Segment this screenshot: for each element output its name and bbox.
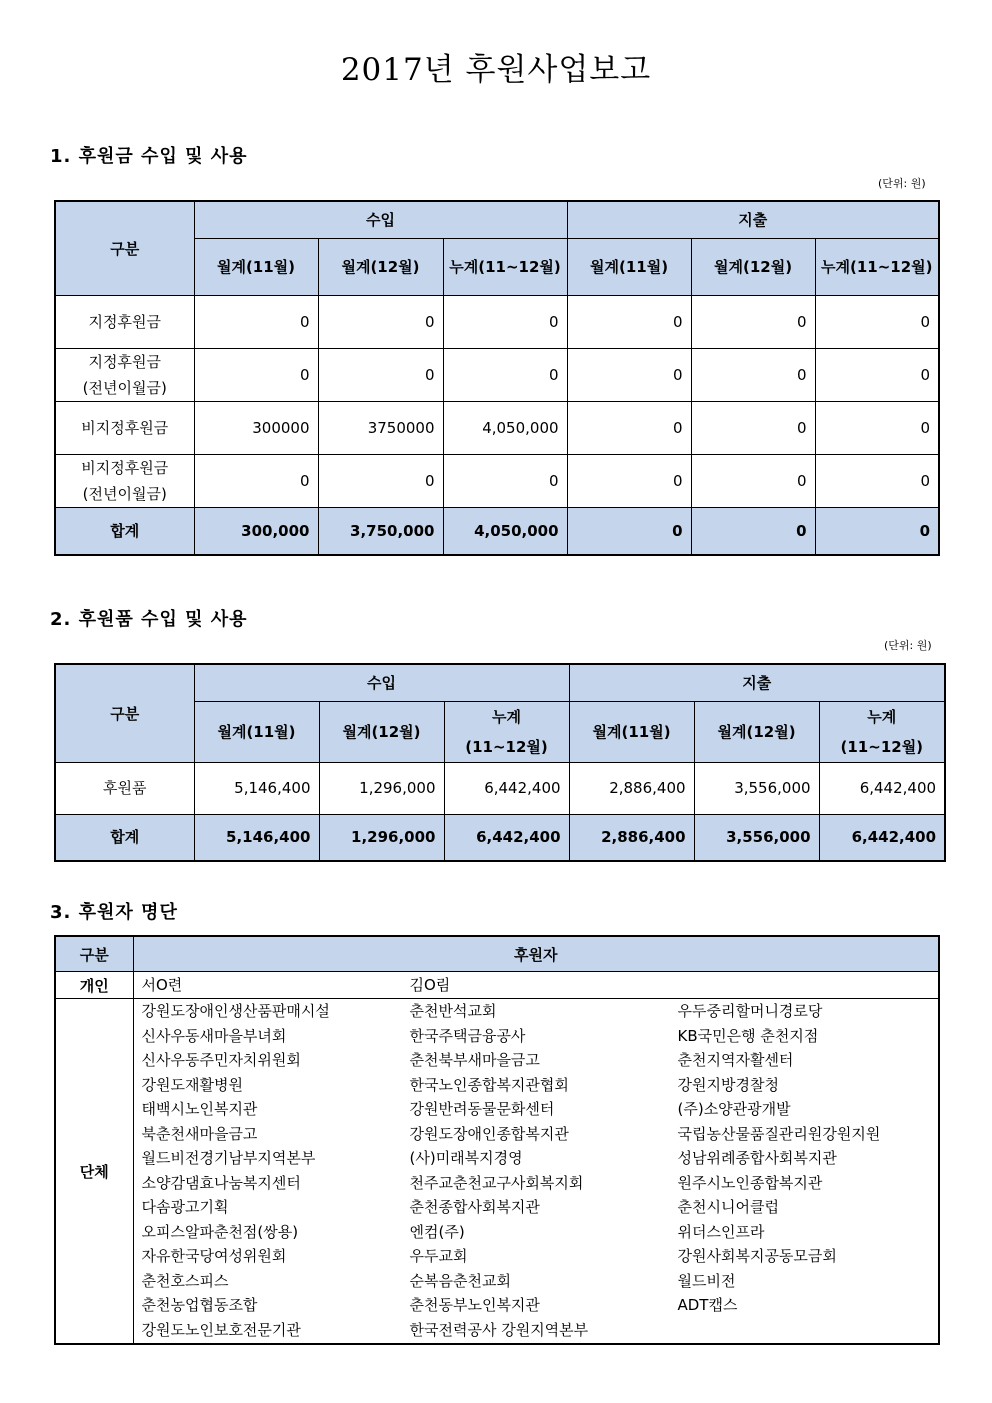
cell: 0 [567, 348, 691, 401]
cell: 300000 [194, 401, 318, 454]
group-column-3 [678, 999, 881, 1318]
table-row [55, 762, 945, 814]
cell: 0 [567, 454, 691, 507]
cell: 0 [815, 295, 939, 348]
total-label: 합계 [55, 814, 194, 861]
header-line1: 누계 [492, 707, 521, 726]
list-item: 원주시노인종합복지관 [677, 1173, 823, 1192]
list-item: 춘천지역자활센터 [677, 1051, 794, 1069]
header-income-nov: 월계(11월) [194, 238, 318, 295]
header-line2: (11~12월) [465, 737, 548, 756]
cell: 0 [691, 401, 815, 454]
header-category: 구분 [55, 936, 133, 972]
total-row [55, 507, 939, 555]
row-label-line1: 비지정후원금 [81, 418, 169, 437]
row-label-line2: (전년이월금) [82, 378, 167, 397]
header-expense: 지출 [567, 201, 939, 238]
row-label-line1: 지정후원금 [88, 312, 161, 331]
cell: 0 [443, 295, 567, 348]
total-cell: 300,000 [194, 507, 318, 555]
header-income-cumulative [444, 701, 569, 762]
total-cell: 0 [567, 507, 691, 555]
header-expense-nov: 월계(11월) [567, 238, 691, 295]
total-cell: 4,050,000 [443, 507, 567, 555]
cell: 0 [318, 454, 443, 507]
individual-label: 개인 [55, 972, 133, 999]
cell: 5,146,400 [194, 762, 319, 814]
list-item: 순복음춘천교회 [409, 1271, 511, 1290]
list-item: 강원도장애인생산품판매시설 [141, 1002, 330, 1020]
cell: 6,442,400 [444, 762, 569, 814]
total-cell: 1,296,000 [319, 814, 444, 861]
list-item: 강원지방경찰청 [677, 1075, 779, 1094]
cell: 0 [194, 295, 318, 348]
header-expense-nov: 월계(11월) [569, 701, 694, 762]
cell: 0 [691, 454, 815, 507]
list-item: 춘천시니어클럽 [677, 1198, 779, 1216]
list-item: 엔컴(주) [409, 1222, 465, 1241]
donor-list-table [54, 935, 940, 1345]
row-label [55, 295, 194, 348]
header-income-nov: 월계(11월) [194, 701, 319, 762]
individual-names [133, 972, 939, 999]
header-category: 구분 [55, 201, 194, 295]
header-income: 수입 [194, 201, 567, 238]
list-item: 한국전력공사 강원지역본부 [409, 1320, 589, 1339]
header-income-cumulative: 누계(11~12월) [443, 238, 567, 295]
cell: 0 [691, 295, 815, 348]
list-item: 강원도재활병원 [141, 1075, 243, 1094]
header-income-dec: 월계(12월) [319, 701, 444, 762]
list-item: 월드비전경기남부지역본부 [141, 1149, 316, 1167]
header-income: 수입 [194, 664, 569, 701]
row-label-line1: 비지정후원금 [81, 458, 169, 477]
page-title: 2017년 후원사업보고 [340, 52, 652, 88]
row-label [55, 401, 194, 454]
list-item: 춘천호스피스 [141, 1271, 229, 1290]
list-item: 우두교회 [409, 1247, 468, 1265]
list-item: (사)미래복지경영 [409, 1149, 523, 1167]
cell: 0 [443, 348, 567, 401]
list-item: ADT캡스 [677, 1296, 738, 1314]
list-item: 신사우동주민자치위원회 [141, 1051, 301, 1069]
cell: 0 [815, 348, 939, 401]
total-cell: 3,556,000 [694, 814, 819, 861]
cell: 1,296,000 [319, 762, 444, 814]
header-expense: 지출 [569, 664, 945, 701]
cell: 3750000 [318, 401, 443, 454]
cell: 0 [815, 454, 939, 507]
list-item: 소양감댐효나눔복지센터 [141, 1173, 301, 1192]
list-item: 춘천종합사회복지관 [409, 1198, 540, 1216]
list-item: 우두중리할머니경로당 [677, 1002, 823, 1020]
cell: 0 [567, 295, 691, 348]
list-item: (주)소양관광개발 [677, 1100, 791, 1118]
list-item: 자유한국당여성위원회 [141, 1247, 287, 1265]
cell: 0 [194, 454, 318, 507]
section2-unit: (단위: 원) [884, 639, 932, 652]
list-item: 강원도노인보호전문기관 [141, 1320, 301, 1339]
header-expense-cumulative [819, 701, 945, 762]
group-names [133, 999, 939, 1345]
list-item: 춘천농업협동조합 [141, 1296, 258, 1314]
section1-heading: 1. 후원금 수입 및 사용 [50, 146, 248, 167]
list-item: 신사우동새마을부녀회 [141, 1026, 287, 1045]
cell: 0 [318, 348, 443, 401]
row-label: 후원품 [55, 762, 194, 814]
header-line2: (11~12월) [840, 737, 924, 756]
table-row [55, 401, 939, 454]
list-item: 월드비전 [677, 1271, 736, 1290]
table-row [55, 454, 939, 507]
list-item: 춘천북부새마을금고 [409, 1051, 540, 1069]
list-item: 강원반려동물문화센터 [409, 1100, 555, 1118]
header-income-dec: 월계(12월) [318, 238, 443, 295]
list-item: 북춘천새마을금고 [141, 1124, 258, 1143]
individual-name: 김O림 [409, 976, 451, 994]
row-label [55, 348, 194, 401]
list-item: 한국노인종합복지관협회 [409, 1075, 569, 1094]
table-row [55, 348, 939, 401]
cell: 0 [691, 348, 815, 401]
list-item: 태백시노인복지관 [141, 1100, 258, 1118]
total-cell: 6,442,400 [819, 814, 945, 861]
total-cell: 3,750,000 [318, 507, 443, 555]
list-item: 위더스인프라 [677, 1222, 765, 1241]
list-item: 한국주택금융공사 [409, 1026, 526, 1045]
cell: 3,556,000 [694, 762, 819, 814]
cell: 4,050,000 [443, 401, 567, 454]
list-item: 강원도장애인종합복지관 [409, 1124, 569, 1143]
row-label [55, 454, 194, 507]
list-item: 성남위례종합사회복지관 [677, 1149, 837, 1167]
cell: 0 [567, 401, 691, 454]
cell: 0 [443, 454, 567, 507]
cell: 0 [194, 348, 318, 401]
list-item: 다솜광고기획 [141, 1198, 229, 1216]
cell: 0 [318, 295, 443, 348]
total-row [55, 814, 945, 861]
header-category: 구분 [55, 664, 194, 762]
table-row [55, 295, 939, 348]
row-label-line2: (전년이월금) [82, 484, 167, 503]
header-expense-dec: 월계(12월) [691, 238, 815, 295]
cell: 2,886,400 [569, 762, 694, 814]
total-label: 합계 [55, 507, 194, 555]
donation-money-table [54, 200, 940, 556]
total-cell: 2,886,400 [569, 814, 694, 861]
header-expense-dec: 월계(12월) [694, 701, 819, 762]
total-cell: 6,442,400 [444, 814, 569, 861]
header-expense-cumulative: 누계(11~12월) [815, 238, 939, 295]
list-item: 춘천반석교회 [409, 1002, 497, 1020]
cell: 0 [815, 401, 939, 454]
list-item: KB국민은행 춘천지점 [677, 1026, 819, 1045]
group-label: 단체 [55, 999, 133, 1345]
total-cell: 0 [815, 507, 939, 555]
total-cell: 0 [691, 507, 815, 555]
donation-goods-table [54, 663, 946, 862]
total-cell: 5,146,400 [194, 814, 319, 861]
list-item: 천주교춘천교구사회복지회 [409, 1173, 584, 1192]
list-item: 국립농산물품질관리원강원지원 [677, 1124, 881, 1143]
row-label-line1: 지정후원금 [88, 352, 161, 371]
group-column-1 [142, 999, 330, 1342]
list-item: 춘천동부노인복지관 [409, 1296, 540, 1314]
cell: 6,442,400 [819, 762, 945, 814]
section1-unit: (단위: 원) [878, 177, 926, 190]
individual-name: 서O련 [141, 976, 183, 994]
list-item: 강원사회복지공동모금회 [677, 1247, 837, 1265]
header-line1: 누계 [867, 707, 897, 726]
list-item: 오피스알파춘천점(쌍용) [141, 1222, 299, 1241]
section2-heading: 2. 후원품 수입 및 사용 [50, 609, 248, 630]
group-column-2 [410, 999, 589, 1342]
header-donor: 후원자 [133, 936, 939, 972]
section3-heading: 3. 후원자 명단 [50, 902, 178, 923]
